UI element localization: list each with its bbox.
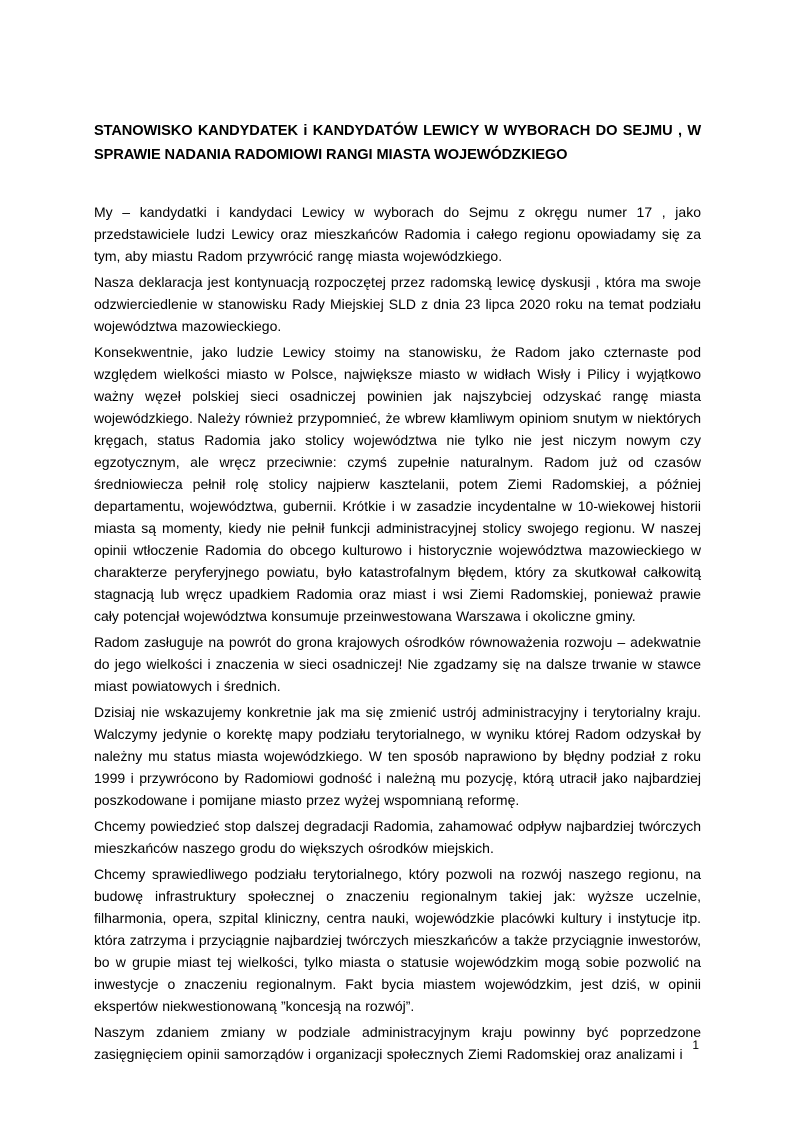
paragraph: Nasza deklaracja jest kontynuacją rozpoczętej przez radomską lewicę dyskusji , która ma swoje odzwierciedlenie w stanowisku Rady Miejskiej SLD z dnia 23 lipca 2020 roku na temat podziału województwa mazowieckiego. — [94, 274, 701, 334]
paragraph: Konsekwentnie, jako ludzie Lewicy stoimy na stanowisku, że Radom jako czternaste pod względem wielkości miasto w Polsce, największe miasto w widłach Wisły i Pilicy i wyjątkowo ważny węzeł polskiej sieci osadniczej powinien jak najszybciej odzyskać rangę miasta wojewódzkiego. Należy również przypomnieć, że wbrew kłamliwym opiniom snutym w niektórych kręgach, status Radomia jako stolicy województwa nie tylko nie jest niczym nowym czy egzotycznym, ale wręcz przeciwnie: czymś zupełnie naturalnym. Radom już od czasów średniowiecza pełnił rolę stolicy najpierw kasztelanii, potem Ziemi Radomskiej, a później departamentu, województwa, gubernii. Krótkie i w zasadzie incydentalne w 10-wiekowej historii miasta są momenty, kiedy nie pełnił funkcji administracyjnej stolicy swojego regionu. W naszej opinii wtłoczenie Radomia do obcego kulturowo i historycznie województwa mazowieckiego w charakterze peryferyjnego powiatu, było katastrofalnym błędem, który za skutkował całkowitą stagnacją lub wręcz upadkiem Radomia oraz miast i wsi Ziemi Radomskiej, ponieważ prawie cały potencjał województwa konsumuje przeinwestowana Warszawa i okoliczne gminy. — [94, 344, 701, 624]
paragraph: Dzisiaj nie wskazujemy konkretnie jak ma się zmienić ustrój administracyjny i terytorialny kraju. Walczymy jedynie o korektę mapy podziału terytorialnego, w wyniku której Radom odzyskał by należny mu status miasta wojewódzkiego. W ten sposób naprawiono by błędny podział z roku 1999 i przywrócono by Radomiowi godność i należną mu pozycję, którą utracił jako najbardziej poszkodowane i pomijane miasto przez wyżej wspomnianą reformę. — [94, 704, 701, 808]
document-title: STANOWISKO KANDYDATEK i KANDYDATÓW LEWICY W WYBORACH DO SEJMU , W SPRAWIE NADANIA RADOMIOWI RANGI MIASTA WOJEWÓDZKIEGO — [94, 123, 701, 163]
paragraph: Chcemy powiedzieć stop dalszej degradacji Radomia, zahamować odpływ najbardziej twórczych mieszkańców naszego grodu do większych ośrodków miejskich. — [94, 818, 701, 856]
page-number: 1 — [692, 1038, 699, 1052]
paragraph: My – kandydatki i kandydaci Lewicy w wyborach do Sejmu z okręgu numer 17 , jako przedstawiciele ludzi Lewicy oraz mieszkańców Radomia i całego regionu opowiadamy się za tym, aby miastu Radom przywrócić rangę miasta wojewódzkiego. — [94, 204, 701, 264]
paragraph: Radom zasługuje na powrót do grona krajowych ośrodków równoważenia rozwoju – adekwatnie do jego wielkości i znaczenia w sieci osadniczej! Nie zgadzamy się na dalsze trwanie w stawce miast powiatowych i średnich. — [94, 634, 701, 694]
paragraph: Naszym zdaniem zmiany w podziale administracyjnym kraju powinny być poprzedzone zasięgnięciem opinii samorządów i organizacji społecznych Ziemi Radomskiej oraz analizami i — [94, 1024, 701, 1062]
document-content — [94, 119, 701, 1069]
paragraph: Chcemy sprawiedliwego podziału terytorialnego, który pozwoli na rozwój naszego regionu, na budowę infrastruktury społecznej o znaczeniu regionalnym takiej jak: wyższe uczelnie, filharmonia, opera, szpital kliniczny, centra nauki, wojewódzkie placówki kultury i instytucje itp. która zatrzyma i przyciągnie najbardziej twórczych mieszkańców a także przyciągnie inwestorów, bo w grupie miast tej wielkości, tylko miasta o statusie wojewódzkim mogą sobie pozwolić na inwestycje o znaczeniu regionalnym. Fakt bycia miastem wojewódzkim, jest dziś, w opinii ekspertów niekwestionowaną ”koncesją na rozwój”. — [94, 866, 701, 1014]
